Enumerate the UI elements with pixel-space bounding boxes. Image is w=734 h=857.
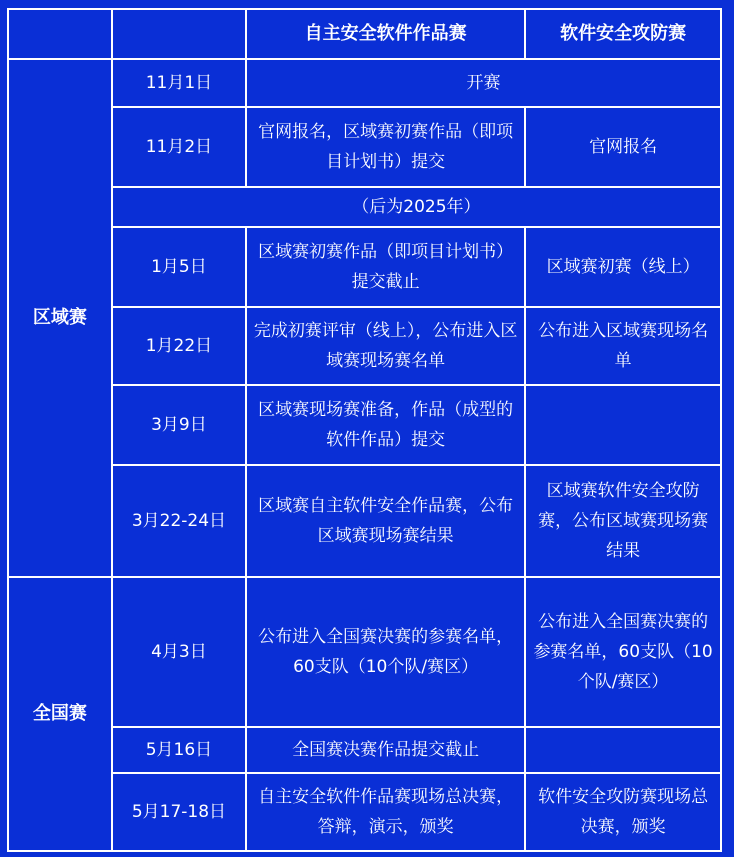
table-row xyxy=(8,307,721,385)
track1-cell: 公布进入全国赛决赛的参赛名单，60支队（10个队/赛区） xyxy=(246,577,525,727)
track2-cell: 公布进入全国赛决赛的参赛名单，60支队（10个队/赛区） xyxy=(525,577,721,727)
header-track1: 自主安全软件作品赛 xyxy=(246,9,525,59)
table-row xyxy=(8,385,721,465)
header-row xyxy=(8,9,721,59)
track2-cell: 区域赛软件安全攻防赛，公布区域赛现场赛结果 xyxy=(525,465,721,577)
track1-cell: 官网报名，区域赛初赛作品（即项目计划书）提交 xyxy=(246,107,525,187)
track1-cell: 全国赛决赛作品提交截止 xyxy=(246,727,525,773)
header-track2: 软件安全攻防赛 xyxy=(525,9,721,59)
track1-cell: 区域赛初赛作品（即项目计划书）提交截止 xyxy=(246,227,525,307)
table-row xyxy=(8,59,721,107)
track1-cell: 区域赛现场赛准备，作品（成型的软件作品）提交 xyxy=(246,385,525,465)
track2-cell xyxy=(525,727,721,773)
table-row xyxy=(8,773,721,851)
competition-schedule-table xyxy=(7,8,722,852)
track1-cell: 完成初赛评审（线上），公布进入区域赛现场赛名单 xyxy=(246,307,525,385)
track2-cell: 软件安全攻防赛现场总决赛，颁奖 xyxy=(525,773,721,851)
date-cell: 1月22日 xyxy=(112,307,246,385)
header-date xyxy=(112,9,246,59)
date-cell: 5月17-18日 xyxy=(112,773,246,851)
year-note-cell: （后为2025年） xyxy=(112,187,721,227)
date-cell: 5月16日 xyxy=(112,727,246,773)
track1-cell: 自主安全软件作品赛现场总决赛，答辩，演示，颁奖 xyxy=(246,773,525,851)
table-row xyxy=(8,107,721,187)
date-cell: 11月2日 xyxy=(112,107,246,187)
track2-cell xyxy=(525,385,721,465)
header-stage xyxy=(8,9,112,59)
track2-cell: 公布进入区域赛现场名单 xyxy=(525,307,721,385)
table-row xyxy=(8,465,721,577)
merged-cell: 开赛 xyxy=(246,59,721,107)
stage-national: 全国赛 xyxy=(8,577,112,851)
stage-regional: 区域赛 xyxy=(8,59,112,577)
table-row xyxy=(8,227,721,307)
date-cell: 1月5日 xyxy=(112,227,246,307)
track2-cell: 官网报名 xyxy=(525,107,721,187)
date-cell: 11月1日 xyxy=(112,59,246,107)
table-row xyxy=(8,187,721,227)
date-cell: 4月3日 xyxy=(112,577,246,727)
track2-cell: 区域赛初赛（线上） xyxy=(525,227,721,307)
table-row xyxy=(8,727,721,773)
date-cell: 3月9日 xyxy=(112,385,246,465)
date-cell: 3月22-24日 xyxy=(112,465,246,577)
table-row xyxy=(8,577,721,727)
track1-cell: 区域赛自主软件安全作品赛，公布区域赛现场赛结果 xyxy=(246,465,525,577)
